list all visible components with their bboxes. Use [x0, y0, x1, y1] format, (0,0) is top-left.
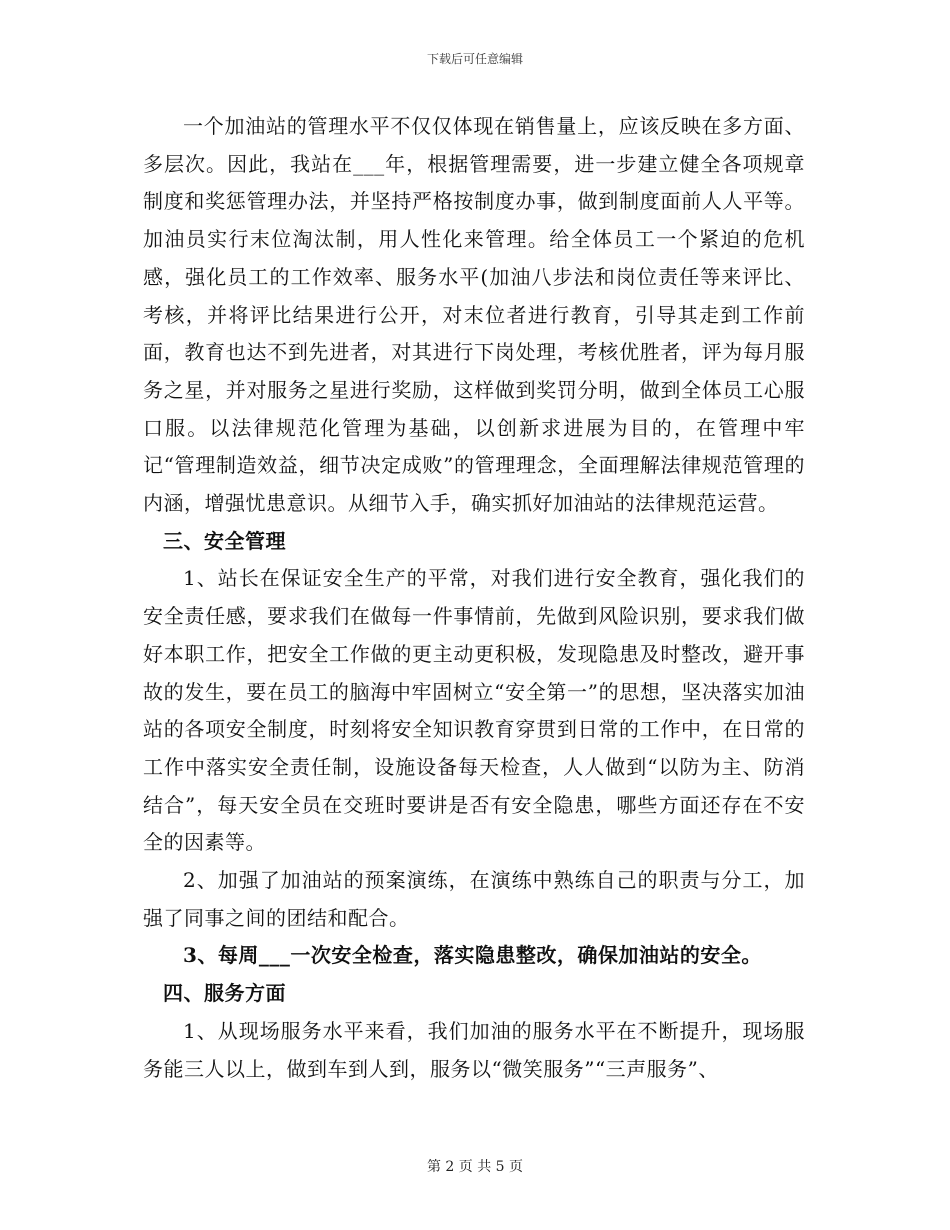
paragraph-management-level: 一个加油站的管理水平不仅仅体现在销售量上，应该反映在多方面、多层次。因此，我站在___年，根据管理需要，进一步建立健全各项规章制度和奖惩管理办法，并坚持严格按制度办事，做到制度面前人人平等。加油员实行末位淘汰制，用人性化来管理。给全体员工一个紧迫的危机感，强化员工的工作效率、服务水平(加油八步法和岗位责任等来评比、考核，并将评比结果进行公开，对末位者进行教育，引导其走到工作前面，教育也达不到先进者，对其进行下岗处理，考核优胜者，评为每月服务之星，并对服务之星进行奖励，这样做到奖罚分明，做到全体员工心服口服。以法律规范化管理为基础，以创新求进展为目的，在管理中牢记“管理制造效益，细节决定成败”的管理理念，全面理解法律规范管理的内涵，增强忧患意识。从细节入手，确实抓好加油站的法律规范运营。 — [143, 114, 805, 516]
paragraph-service-level: 1、从现场服务水平来看，我们加油的服务水平在不断提升，现场服务能三人以上，做到车到人到，服务以“微笑服务”“三声服务”、 — [143, 1018, 805, 1081]
paragraph-drill: 2、加强了加油站的预案演练，在演练中熟练自己的职责与分工，加强了同事之间的团结和配合。 — [143, 868, 805, 930]
section-heading-safety: 三、安全管理 — [163, 528, 286, 553]
page-number: 第 2 页 共 5 页 — [426, 1159, 524, 1175]
section-heading-service: 四、服务方面 — [163, 981, 286, 1006]
document-body — [143, 108, 805, 1088]
paragraph-weekly-inspection: 3、每周___一次安全检查，落实隐患整改，确保加油站的安全。 — [183, 943, 762, 968]
paragraph-safety-education: 1、站长在保证安全生产的平常，对我们进行安全教育，强化我们的安全责任感，要求我们在做每一件事情前，先做到风险识别，要求我们做好本职工作，把安全工作做的更主动更积极，发现隐患及时整改，避开事故的发生，要在员工的脑海中牢固树立“安全第一”的思想，坚决落实加油站的各项安全制度，时刻将安全知识教育穿贯到日常的工作中，在日常的工作中落实安全责任制，设施设备每天检查，人人做到“以防为主、防消结合”，每天安全员在交班时要讲是否有安全隐患，哪些方面还存在不安全的因素等。 — [143, 566, 805, 855]
page-header-note: 下载后可任意编辑 — [426, 52, 523, 66]
